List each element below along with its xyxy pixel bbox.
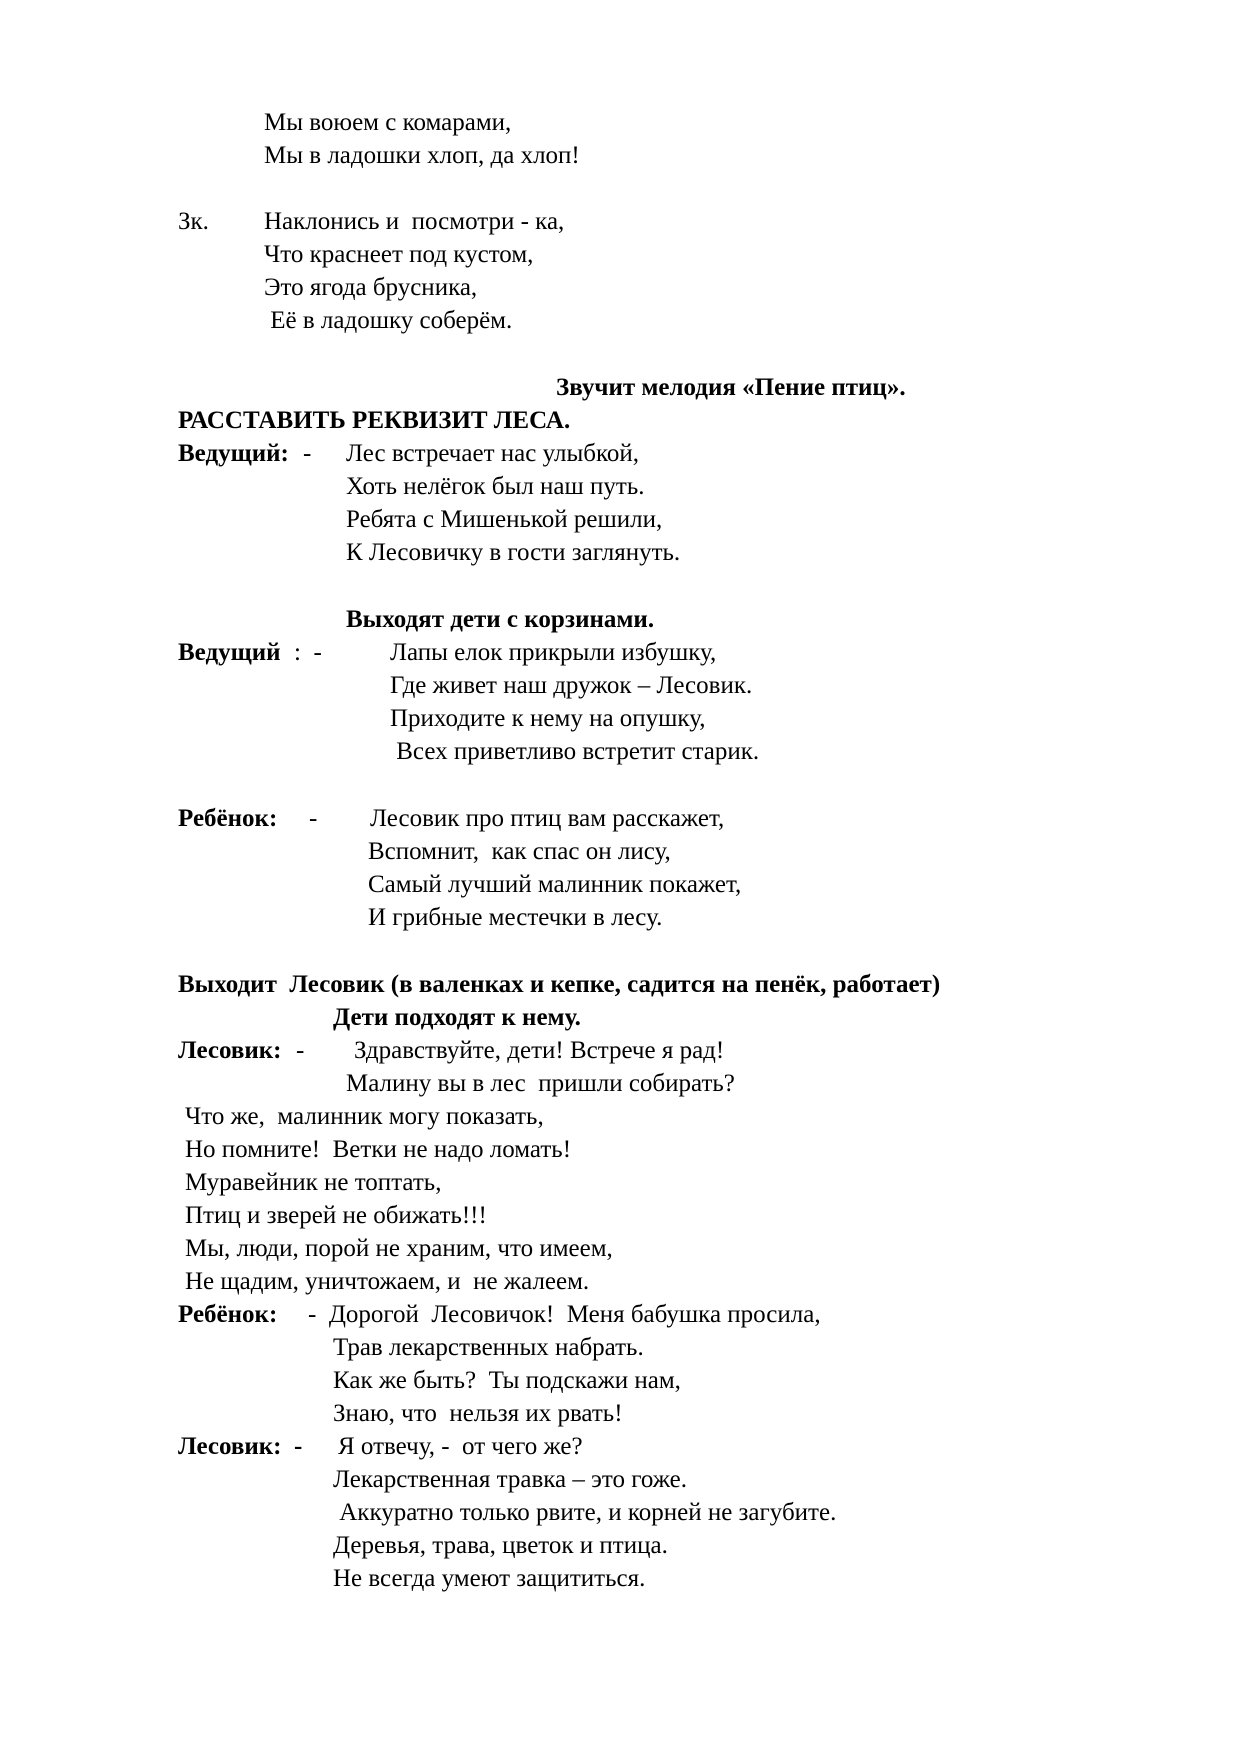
stage-direction: РАССТАВИТЬ РЕКВИЗИТ ЛЕСА. (178, 407, 571, 434)
verse-line: Трав лекарственных набрать. (333, 1334, 644, 1361)
verse-line: И грибные местечки в лесу. (368, 904, 663, 931)
dash: - (296, 1037, 305, 1064)
speaker-label: Лесовик: - (178, 1433, 303, 1460)
verse-line: Но помните! Ветки не надо ломать! (185, 1136, 572, 1163)
verse-line: Мы, люди, порой не храним, что имеем, (185, 1235, 613, 1262)
verse-line: Это ягода брусника, (264, 274, 478, 301)
verse-line: Не щадим, уничтожаем, и не жалеем. (185, 1268, 590, 1295)
verse-line: Вспомнит, как спас он лису, (368, 838, 671, 865)
verse-line: Хоть нелёгок был наш путь. (346, 473, 645, 500)
stage-direction: Выходят дети с корзинами. (346, 606, 655, 633)
verse-line: Деревья, трава, цветок и птица. (333, 1532, 668, 1559)
verse-line: Лапы елок прикрыли избушку, (390, 639, 717, 666)
verse-line: К Лесовичку в гости заглянуть. (346, 539, 681, 566)
verse-line: Я отвечу, - от чего же? (338, 1433, 583, 1460)
verse-line: Муравейник не топтать, (185, 1169, 442, 1196)
stage-direction: Выходит Лесовик (в валенках и кепке, садится на пенёк, работает) (178, 971, 941, 998)
verse-line: Её в ладошку соберём. (264, 307, 513, 334)
verse-line: - Дорогой Лесовичок! Меня бабушка просила, (308, 1301, 821, 1328)
dash: - (309, 805, 318, 832)
speaker-label: Ведущий (178, 639, 281, 666)
verse-line: Всех приветливо встретит старик. (390, 738, 760, 765)
verse-line: Не всегда умеют защититься. (333, 1565, 646, 1592)
stage-direction: Звучит мелодия «Пение птиц». (556, 374, 906, 401)
verse-line: Здравствуйте, дети! Встрече я рад! (354, 1037, 725, 1064)
speaker-label: Ребёнок: (178, 805, 278, 832)
speaker-label: Ведущий: (178, 440, 289, 467)
verse-line: Самый лучший малинник покажет, (368, 871, 742, 898)
speaker-label: Лесовик: (178, 1037, 282, 1064)
dash: - (303, 440, 312, 467)
verse-line: Аккуратно только рвите, и корней не загубите. (333, 1499, 837, 1526)
verse-line: Лес встречает нас улыбкой, (346, 440, 639, 467)
speaker-label: Ребёнок: (178, 1301, 278, 1328)
verse-line: Мы воюем с комарами, (264, 109, 512, 136)
verse-line: Лесовик про птиц вам расскажет, (370, 805, 725, 832)
verse-line: Мы в ладошки хлоп, да хлоп! (264, 142, 580, 169)
stage-direction: Дети подходят к нему. (333, 1004, 581, 1031)
speaker-label-tail: : - (294, 639, 322, 666)
verse-line: Птиц и зверей не обижать!!! (185, 1202, 487, 1229)
verse-line: Что краснеет под кустом, (264, 241, 534, 268)
verse-line: Как же быть? Ты подскажи нам, (333, 1367, 681, 1394)
speaker-label: Зк. (178, 208, 209, 235)
verse-line: Приходите к нему на опушку, (390, 705, 706, 732)
verse-line: Лекарственная травка – это гоже. (333, 1466, 687, 1493)
verse-line: Наклонись и посмотри - ка, (264, 208, 565, 235)
verse-line: Малину вы в лес пришли собирать? (346, 1070, 735, 1097)
verse-line: Знаю, что нельзя их рвать! (333, 1400, 623, 1427)
verse-line: Где живет наш дружок – Лесовик. (390, 672, 753, 699)
verse-line: Что же, малинник могу показать, (185, 1103, 544, 1130)
verse-line: Ребята с Мишенькой решили, (346, 506, 663, 533)
